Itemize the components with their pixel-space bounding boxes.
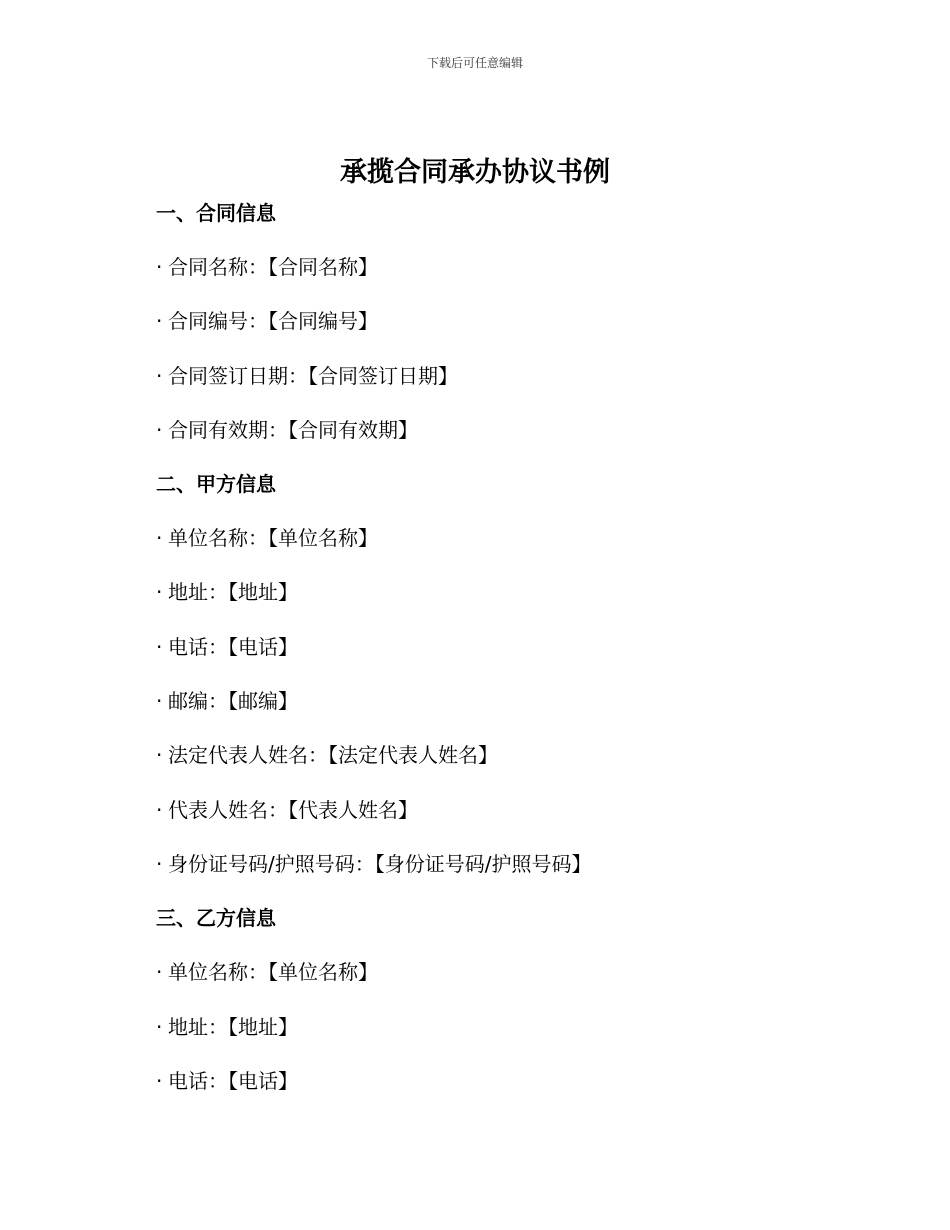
list-item [156,361,856,391]
list-item-text: 身份证号码/护照号码：【身份证号码/护照号码】 [168,851,592,876]
bullet: · [156,743,163,768]
bullet: · [156,960,163,985]
list-item-text: 单位名称：【单位名称】 [168,526,378,551]
list-item-text: 合同名称：【合同名称】 [168,255,378,279]
list-item-text: 法定代表人姓名：【法定代表人姓名】 [168,743,498,768]
list-item-text: 合同签订日期：【合同签订日期】 [168,363,458,388]
bullet: · [156,689,163,714]
list-item [156,795,856,825]
bullet: · [156,634,163,659]
list-item [156,849,856,879]
list-item [156,523,856,553]
bullet: · [156,1068,163,1093]
list-item-text: 地址：【地址】 [168,1014,298,1039]
list-item [156,686,856,716]
section-heading-contract-info: 一、合同信息 [156,201,276,225]
bullet: · [156,851,163,876]
document-body [156,198,856,1120]
list-item [156,632,856,662]
list-item [156,957,856,987]
bullet: · [156,580,163,605]
header-note: 下载后可任意编辑 [426,56,523,70]
list-item [156,1066,856,1096]
bullet: · [156,255,163,279]
list-item-text: 代表人姓名：【代表人姓名】 [168,797,418,822]
list-item-text: 地址：【地址】 [168,580,298,605]
list-item [156,252,856,282]
list-item-text: 合同编号：【合同编号】 [168,309,378,334]
bullet: · [156,526,163,551]
bullet: · [156,797,163,822]
section-heading-party-a-info: 二、甲方信息 [156,472,276,497]
bullet: · [156,363,163,388]
list-item-text: 合同有效期：【合同有效期】 [168,417,418,442]
list-item [156,306,856,336]
list-item-text: 电话：【电话】 [168,1068,298,1093]
list-item [156,415,856,445]
list-item-text: 邮编：【邮编】 [168,689,298,714]
section-heading-party-b-info: 三、乙方信息 [156,906,276,931]
document-title: 承揽合同承办协议书例 [340,157,610,188]
bullet: · [156,309,163,334]
list-item [156,1012,856,1042]
list-item [156,740,856,770]
bullet: · [156,1014,163,1039]
bullet: · [156,417,163,442]
list-item-text: 电话：【电话】 [168,634,298,659]
list-item-text: 单位名称：【单位名称】 [168,960,378,985]
list-item [156,577,856,607]
